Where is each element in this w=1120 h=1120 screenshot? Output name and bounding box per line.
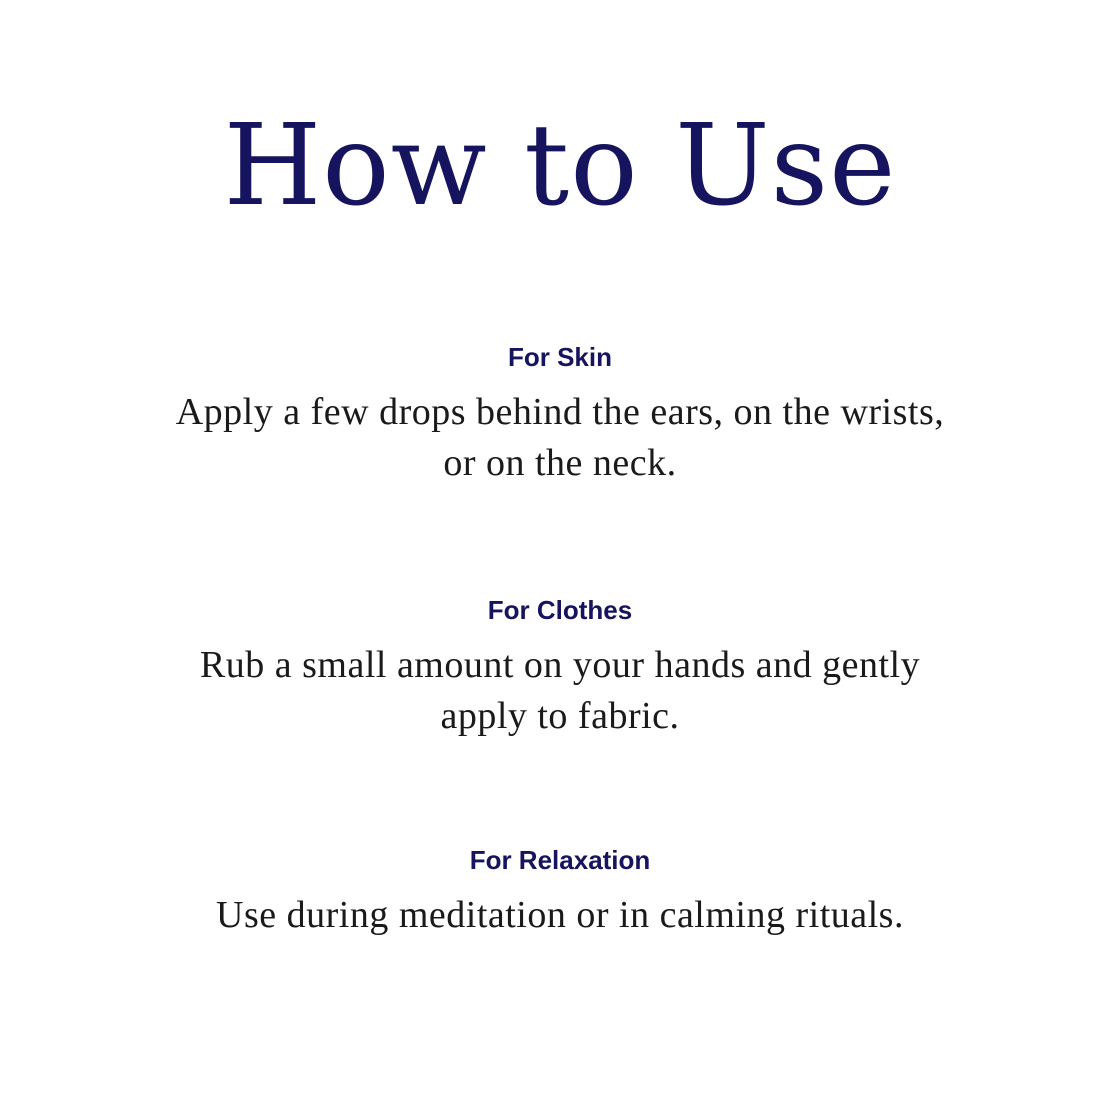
section-heading-skin: For Skin	[507, 342, 612, 372]
section-clothes	[0, 594, 1120, 742]
section-text-clothes: Rub a small amount on your hands and gently apply to fabric.	[199, 644, 921, 737]
page-title: How to Use	[223, 101, 897, 231]
section-text-relaxation: Use during meditation or in calming rituals.	[216, 894, 904, 936]
section-relaxation	[0, 844, 1120, 941]
section-heading-clothes: For Clothes	[487, 595, 633, 625]
section-text-skin: Apply a few drops behind the ears, on the wrists, or on the neck.	[175, 391, 945, 484]
section-skin	[0, 341, 1120, 489]
section-heading-relaxation: For Relaxation	[469, 845, 651, 875]
